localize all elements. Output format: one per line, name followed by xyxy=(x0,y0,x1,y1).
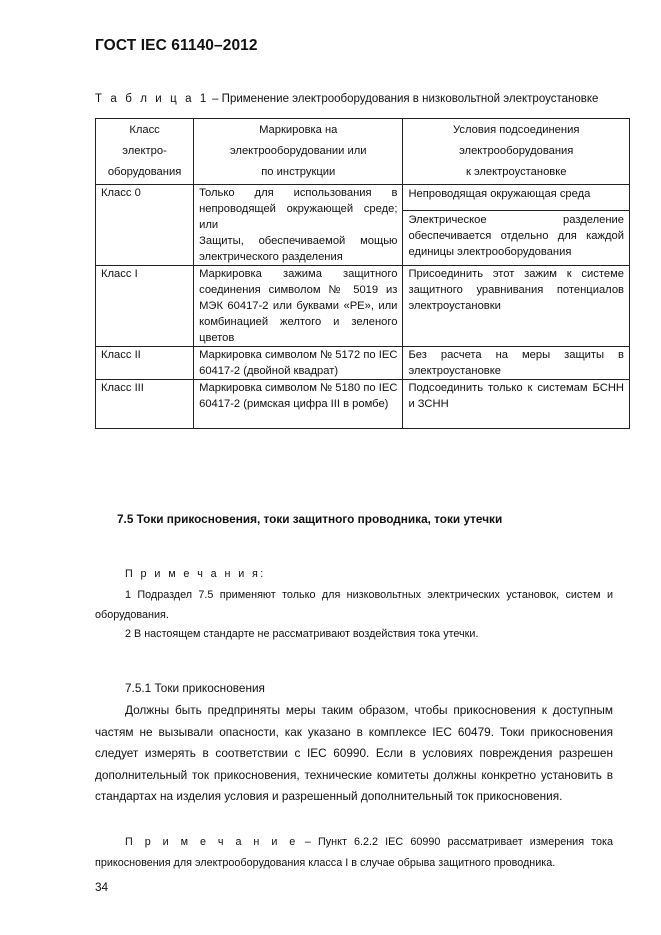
table-row xyxy=(96,185,630,266)
table-row xyxy=(96,347,630,380)
marking-cell: Маркировка символом № 5172 по IEC 60417-2 (двойной квадрат) xyxy=(194,347,403,380)
table-row xyxy=(96,380,630,429)
final-note-text: – Пункт 6.2.2 IEC 60990 рассматривает измерения тока прикосновения для электрооборудования класса I в случае обрыва защитного проводника. xyxy=(95,836,613,869)
marking-cell xyxy=(194,185,403,266)
class-cell: Класс 0 xyxy=(96,185,194,266)
class-cell: Класс III xyxy=(96,380,194,429)
section-heading: 7.5 Токи прикосновения, токи защитного проводника, токи утечки xyxy=(117,512,503,526)
condition-text: Непроводящая окружающая среда xyxy=(403,185,629,211)
table-caption-label: Т а б л и ц а 1 xyxy=(95,93,209,105)
header-conditions-line: Условия подсоединения xyxy=(453,124,580,136)
condition-text-2: Электрическое разделение обеспечивается отдельно для каждой единицы электрооборудования xyxy=(408,214,624,258)
document-header-title: ГОСТ IEC 61140–2012 xyxy=(95,37,258,54)
table-caption-text: – Применение электрооборудования в низковольтной электроустановке xyxy=(208,93,599,105)
final-note-label: П р и м е ч а н и е xyxy=(125,836,298,848)
class-cell: Класс I xyxy=(96,266,194,347)
table-row xyxy=(96,266,630,347)
header-cell-conditions xyxy=(403,119,630,185)
header-marking-line: по инструкции xyxy=(261,166,336,178)
table-header-row xyxy=(96,119,630,185)
condition-cell xyxy=(403,185,630,266)
header-cell-marking xyxy=(194,119,403,185)
class-cell: Класс II xyxy=(96,347,194,380)
marking-cell: Маркировка зажима защитного соединения символом № 5019 из МЭК 60417-2 или буквами «PE», или комбинацией желтого и зеленого цветов xyxy=(194,266,403,347)
note-2: 2 В настоящем стандарте не рассматривают воздействия тока утечки. xyxy=(125,628,479,640)
condition-cell: Подсоединить только к системам БСНН и ЗСНН xyxy=(403,380,630,429)
header-cell-class xyxy=(96,119,194,185)
subsection-title: 7.5.1 Токи прикосновения xyxy=(125,681,265,695)
marking-cell: Маркировка символом № 5180 по IEC 60417-2 (римская цифра III в ромбе) xyxy=(194,380,403,429)
body-paragraph: Должны быть предприняты меры таким образом, чтобы прикосновения к доступным частям не вызывали опасности, как указано в комплексе IEC 60479. Токи прикосновения следует измерять в соответствии с IEC 60990. Если в условиях повреждения разрешен дополнительный ток прикосновения, технические комитеты должны конкретно установить в стандартах на изделия условия и разрешенный дополнительный ток прикосновения. xyxy=(95,703,613,803)
page-number: 34 xyxy=(95,880,109,894)
header-conditions-line: к электроустановке xyxy=(465,166,567,178)
header-marking-line: Маркировка на xyxy=(259,124,338,136)
marking-text: Только для использования в непроводящей окружающей среде; или xyxy=(199,187,398,231)
notes-title: П р и м е ч а н и я: xyxy=(125,568,266,580)
marking-text-2: Защиты, обеспечиваемой мощью электрического разделения xyxy=(199,235,398,263)
header-class-line: Класс xyxy=(129,124,160,136)
header-conditions-line: электрооборудования xyxy=(459,145,574,157)
final-note xyxy=(95,832,613,873)
equipment-class-table xyxy=(95,118,630,429)
condition-cell: Без расчета на меры защиты в электроустановке xyxy=(403,347,630,380)
condition-cell: Присоединить этот зажим к системе защитного уравнивания потенциалов электроустановки xyxy=(403,266,630,347)
header-class-line: оборудования xyxy=(107,166,182,178)
note-1: 1 Подраздел 7.5 применяют только для низковольтных электрических установок, систем и оборудования. xyxy=(95,589,613,621)
header-marking-line: электрооборудовании или xyxy=(229,145,367,157)
table-caption xyxy=(95,93,598,105)
header-class-line: электро- xyxy=(122,145,167,157)
